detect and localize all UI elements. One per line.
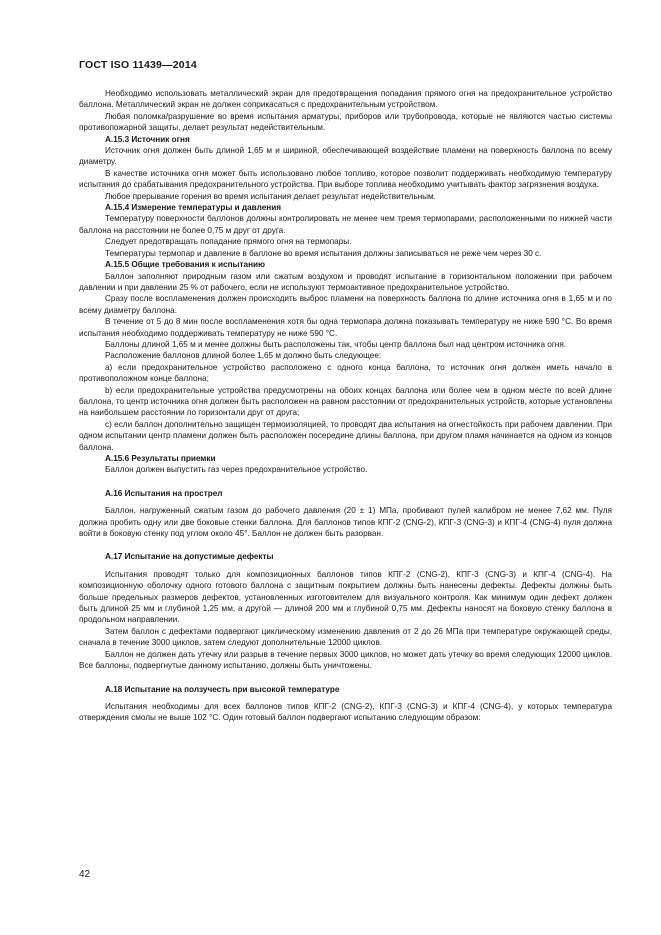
section-heading: А.17 Испытание на допустимые дефекты <box>105 552 274 562</box>
paragraph: Любая поломка/разрушение во время испытания арматуры, приборов или трубопровода, которые не являются частью системы противопожарной защиты, делает результат недействительным. <box>79 111 612 133</box>
paragraph: Температуры термопар и давление в баллоне во время испытания должны записываться не реже чем через 30 с. <box>105 248 542 258</box>
paragraph: Необходимо использовать металлический экран для предотвращения попадания прямого огня на предохранительное устройство баллона. Металлический экран не должен соприкасаться с предохранительным устройством. <box>79 89 612 110</box>
paragraph: Баллон должен выпустить газ через предохранительное устройство. <box>105 465 368 475</box>
paragraph: а) если предохранительное устройство расположено с одного конца баллона, то источник огня должен иметь начало в противоположном конце баллона; <box>79 362 612 384</box>
paragraph: В качестве источника огня может быть использовано любое топливо, которое позволит поддерживать необходимую температуру испытания до срабатывания предохранительного устройства. При выборе топлива необходимо учитывать фактор загрязнения воздуха. <box>79 168 612 190</box>
page-number: 42 <box>79 869 91 880</box>
paragraph: В течение от 5 до 8 мин после воспламенения хотя бы одна термопара должна показывать температуру не ниже 590 °С. Во время испытания необходимо поддерживать температуру не ниже 590 °С. <box>79 317 612 338</box>
paragraph: Сразу после воспламенения должен происходить выброс пламени на поверхность баллона по длине источника огня в 1,65 м и по всему диаметру баллона. <box>79 294 612 315</box>
paragraph: Баллон, нагруженный сжатым газом до рабочего давления (20 ± 1) МПа, пробивают пулей калибром не менее 7,62 мм. Пуля должна пробить одну или две боковые стенки баллона. Для баллонов типов КПГ-2 (CNG-2), КПГ-3 (CNG-3) и КПГ-4 (CNG-4) пуля должна войти в боковую стенку под углом около 45°. Баллон не должен быть разорван. <box>79 506 612 539</box>
paragraph: Баллон заполняют природным газом или сжатым воздухом и проводят испытание в горизонтальном положении при рабочем давлении и при давлении 25 % от рабочего, если не используют термоактивное предохранительное устройство. <box>79 271 612 292</box>
paragraph: Испытания необходимы для всех баллонов типов КПГ-2 (CNG-2), КПГ-3 (CNG-3) и КПГ-4 (CNG-4), у которых температура отверждения смолы не выше 102 °С. Один готовый баллон подвергают испытанию следующим образом: <box>79 701 612 723</box>
document-header: ГОСТ ISO 11439—2014 <box>79 59 197 71</box>
paragraph: b) если предохранительные устройства предусмотрены на обоих концах баллона или более чем в одном месте по всей длине баллона, то центр источника огня должен быть расположен на равном расстоянии от предохранительных устройств, которые установлены на наибольшем расстоянии по горизонтали друг от друга; <box>79 385 612 418</box>
paragraph: Следует предотвращать попадание прямого огня на термопары. <box>105 237 352 247</box>
paragraph: Затем баллон с дефектами подвергают циклическому изменению давления от 2 до 26 МПа при температуре окружающей среды, сначала в течение 3000 циклов, затем следуют дополнительные 12000 циклов. <box>79 626 612 648</box>
paragraph: Баллон не должен дать утечку или разрыв в течение первых 3000 циклов, но может дать утечку во время следующих 12000 циклов. Все баллоны, подвергнутые данному испытанию, должны быть уничтожены. <box>79 649 612 671</box>
paragraph: Любое прерывание горения во время испытания делает результат недействительным. <box>105 191 436 201</box>
paragraph: Температуру поверхности баллонов должны контролировать не менее чем тремя термопарами, расположенными по нижней части баллона на расстоянии не более 0,75 м друг от друга. <box>79 214 612 235</box>
section-heading: А.16 Испытания на прострел <box>105 488 223 498</box>
document-body <box>79 88 612 724</box>
section-heading: А.18 Испытание на ползучесть при высокой температуре <box>105 684 340 694</box>
paragraph: Испытания проводят только для композиционных баллонов типов КПГ-2 (CNG-2), КПГ-3 (CNG-3) и КПГ-4 (CNG-4). На композиционную оболочку одного готового баллона с защитным покрытием должны быть нанесены дефекты. Дефекты должны быть больше предельных размеров дефектов, установленных изготовителем для визуального контроля. Как минимум один дефект должен быть длиной 25 мм и глубиной 1,25 мм, а другой — длиной 200 мм и глубиной 0,75 мм. Дефекты наносят на боковую стенку баллона в продольном направлении. <box>79 569 612 625</box>
subsection-heading: А.15.4 Измерение температуры и давления <box>105 203 281 213</box>
paragraph: Источник огня должен быть длиной 1,65 м и шириной, обеспечивающей воздействие пламени на поверхность баллона по всему диаметру. <box>79 146 612 167</box>
paragraph: Расположение баллонов длиной более 1,65 м должно быть следующее: <box>105 351 382 361</box>
paragraph: Баллоны длиной 1,65 м и менее должны быть расположены так, чтобы центр баллона был над центром источника огня. <box>105 339 567 349</box>
subsection-heading: А.15.6 Результаты приемки <box>105 454 216 463</box>
subsection-heading: А.15.3 Источник огня <box>105 134 190 144</box>
paragraph: с) если баллон дополнительно защищен термоизоляцией, то проводят два испытания на огнестойкость при рабочем давлении. При одном испытании центр пламени должен быть расположен посередине длины баллона, при другом пламя начинается на одном из концов баллона. <box>79 419 612 452</box>
subsection-heading: А.15.5 Общие требования к испытанию <box>105 260 266 270</box>
